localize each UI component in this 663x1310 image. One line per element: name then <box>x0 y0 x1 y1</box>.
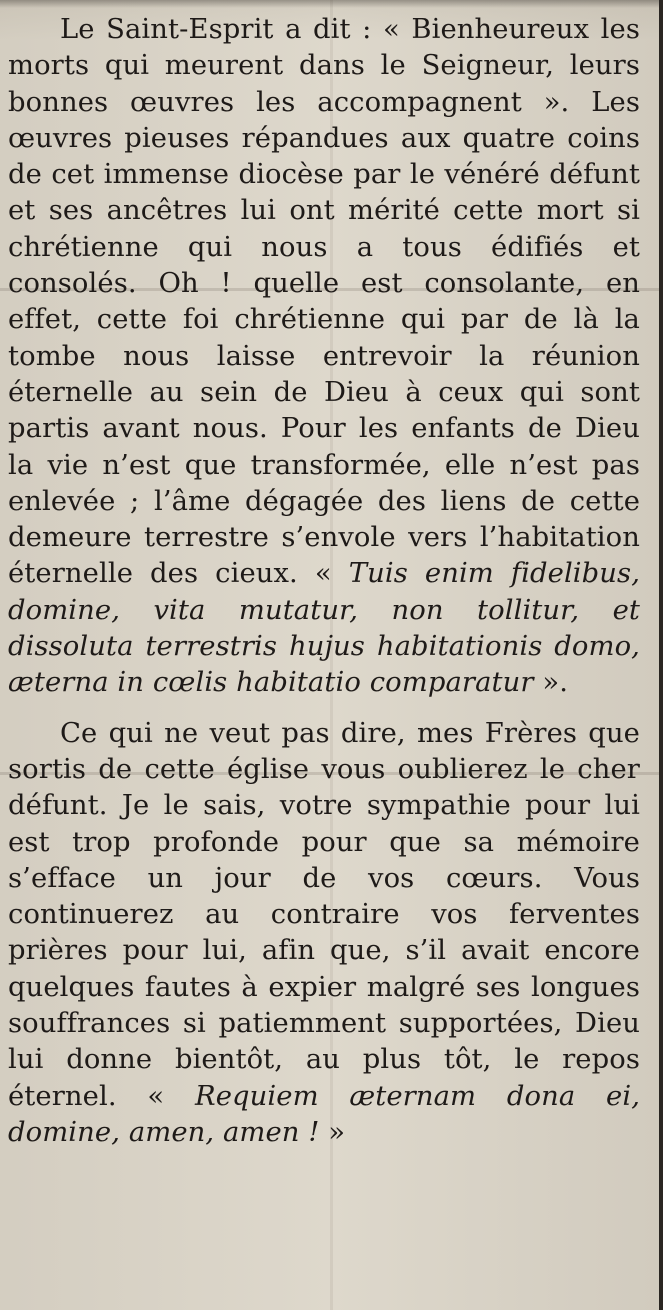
paragraph-text: Le Saint-Esprit a dit : « Bienheureux les morts qui meurent dans le Seigneur, leurs bonnes œuvres les accompagnent ». Les œuvres pieuses répandues aux quatre coins de cet immense diocèse par le vénéré défunt et ses ancêtres lui ont mérité cette mort si chrétienne qui nous a tous édifiés et consolés. Oh ! quelle est consolante, en effet, cette foi chrétienne qui par de là la tombe nous laisse entrevoir la réunion éternelle au sein de Dieu à ceux qui sont partis avant nous. Pour les enfants de Dieu la vie n’est que transformée, elle n’est pas enlevée ; l’âme dégagée des liens de cette demeure terrestre s’envole vers l’habitation éternelle des cieux. « <box>8 14 640 590</box>
article-column <box>8 12 640 1151</box>
paragraph-text: Ce qui ne veut pas dire, mes Frères que sortis de cette église vous oublierez le cher défunt. Je le sais, votre sympathie pour lui est trop profonde pour que sa mémoire s’efface un jour de vos cœurs. Vous continuerez au contraire vos ferventes prières pour lui, afin que, s’il avait encore quelques fautes à expier malgré ses longues souffrances si patiemment supportées, Dieu lui donne bientôt, au plus tôt, le repos éternel. « <box>8 717 640 1112</box>
paragraph-text: » <box>319 1116 346 1148</box>
paragraph-text: ». <box>533 667 569 699</box>
clipping-edge <box>659 0 663 1310</box>
latin-quote: Tuis enim fidelibus, domine, vita mutatur, non tollitur, et dissoluta terrestris hujus habitationis domo, æterna in cœlis habitatio comparatur <box>8 558 640 699</box>
article-paragraph <box>8 716 640 1152</box>
latin-quote: Requiem æternam dona ei, domine, amen, amen ! <box>8 1080 640 1148</box>
article-paragraph <box>8 12 640 702</box>
